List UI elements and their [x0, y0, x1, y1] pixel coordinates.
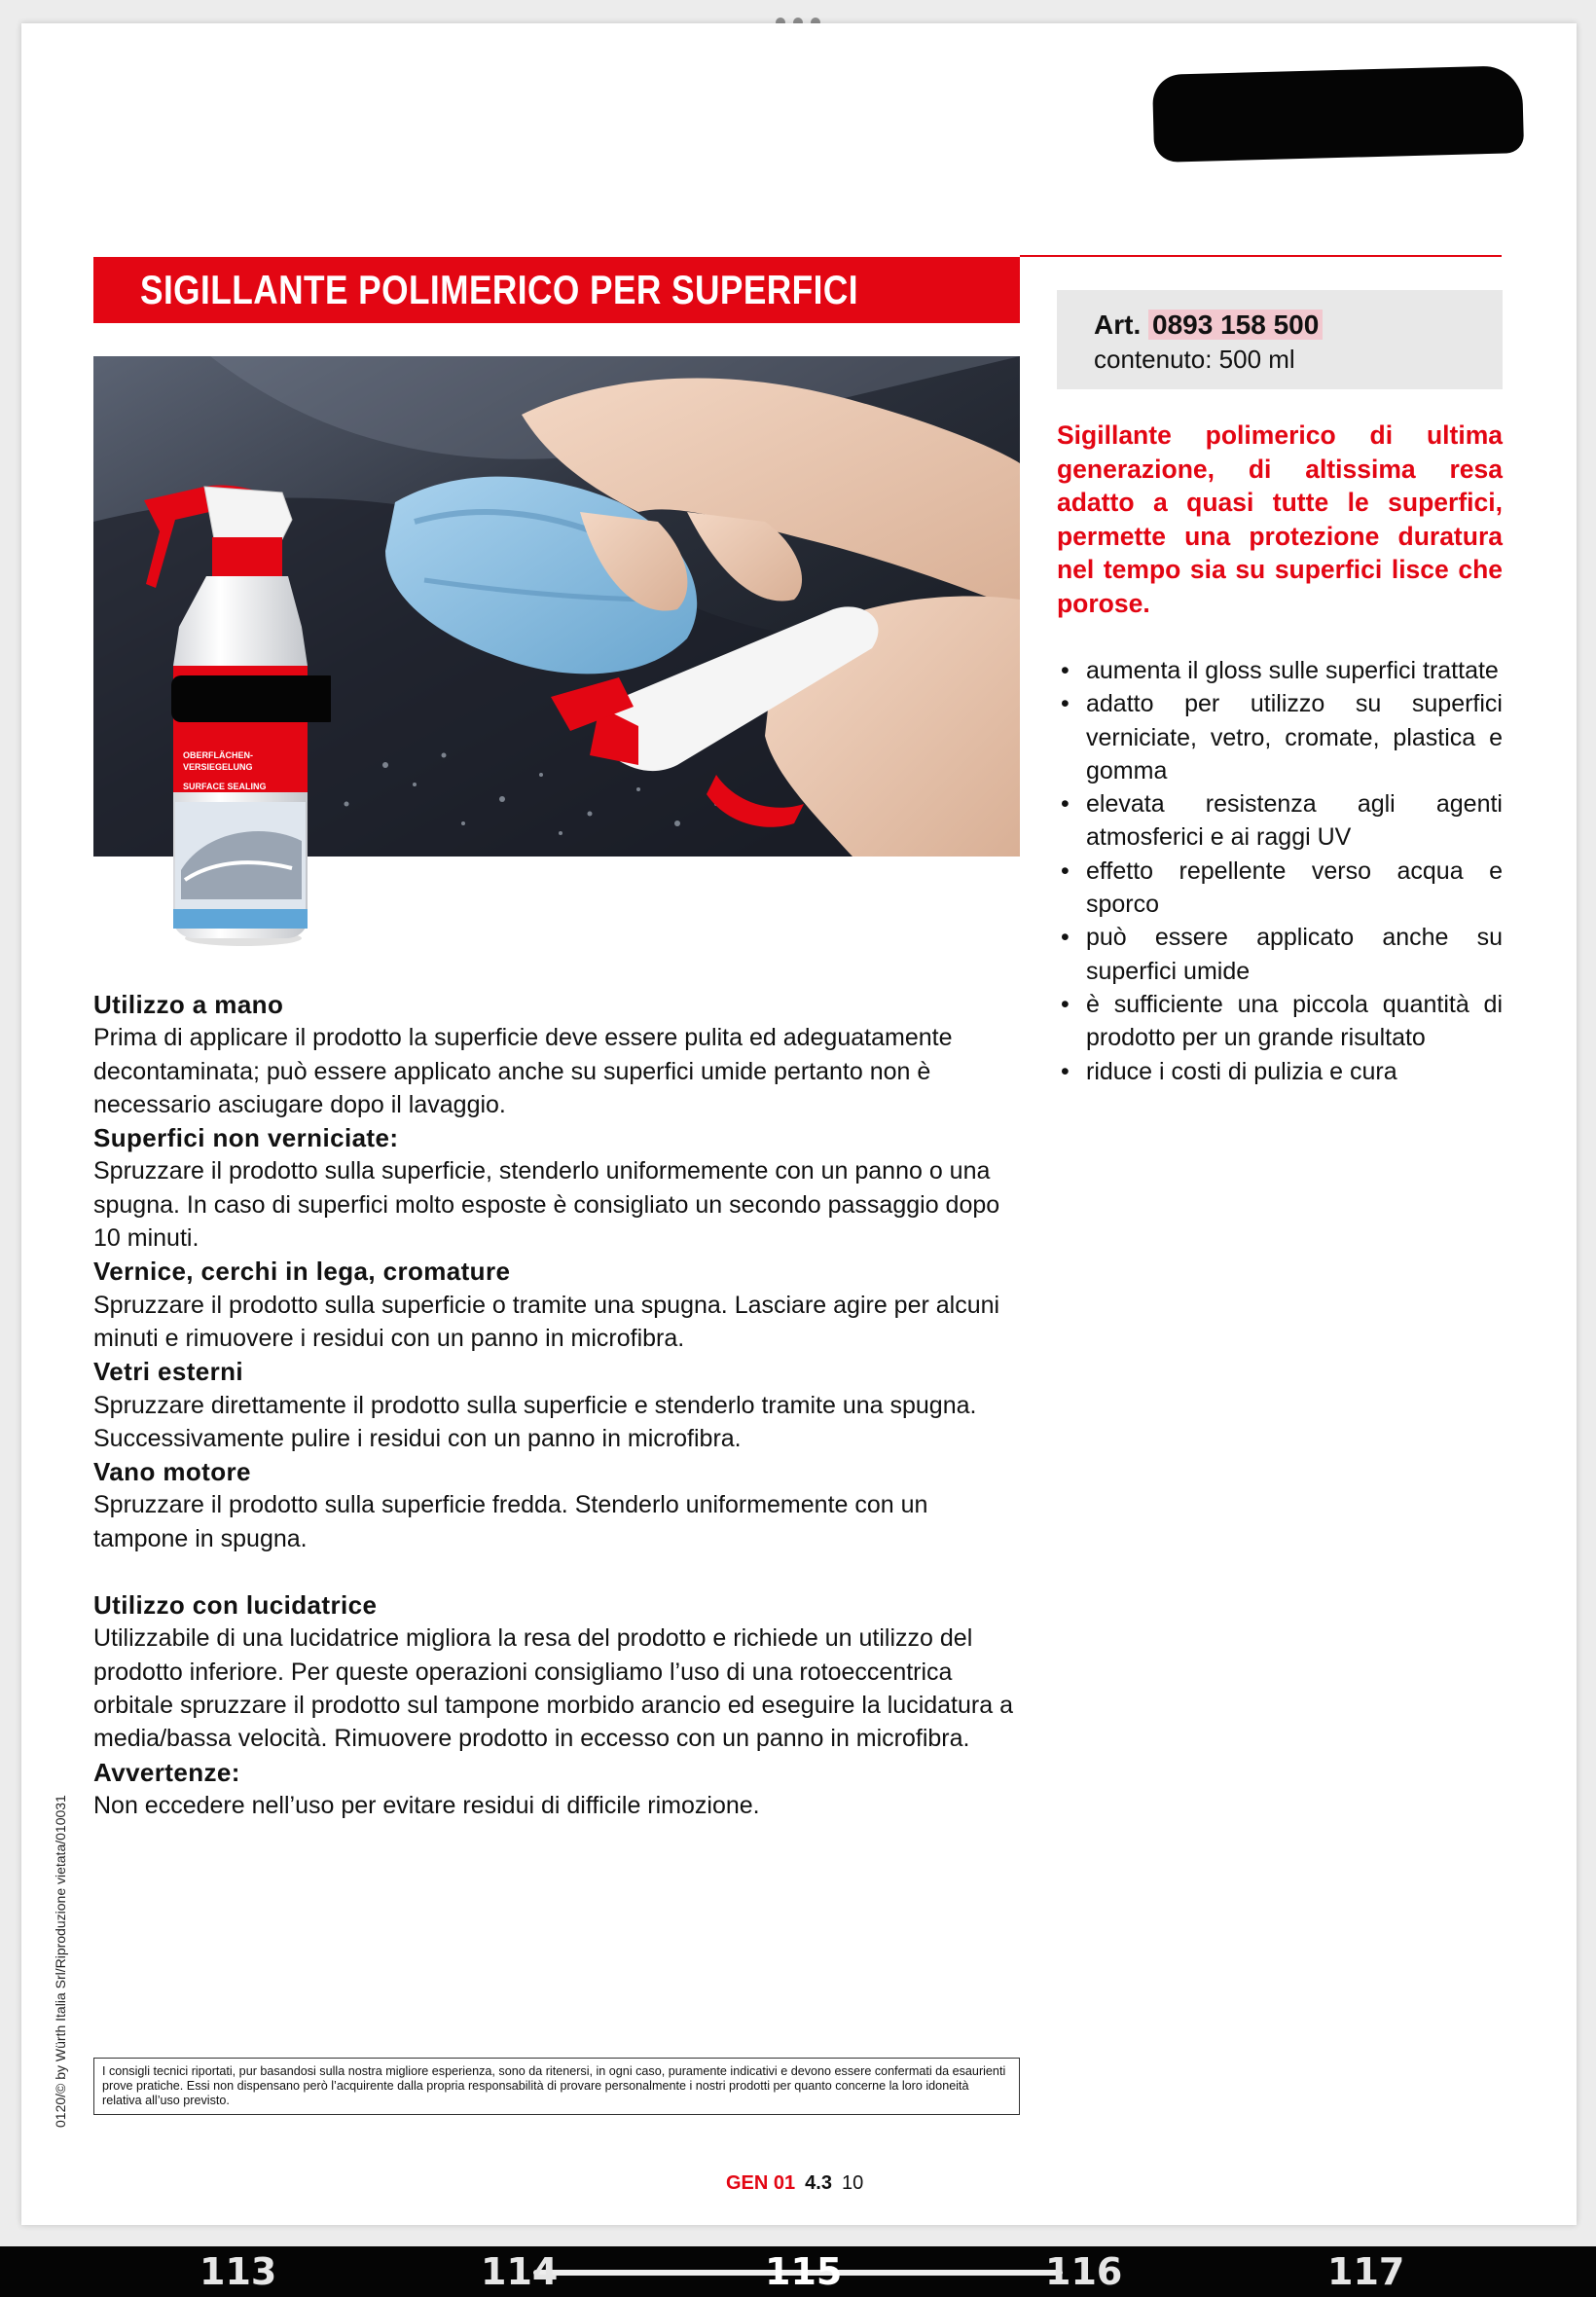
disclaimer-box: I consigli tecnici riportati, pur basandosi sulla nostra migliore esperienza, sono da ritenersi, in ogni caso, puramente indicativi e devono essere confermati da esaurienti prove pratiche. Essi non dispensano però l’acquirente dalla propria responsabilità di provare personalmente i nostri prodotti per quanto concerne la loro idoneità relativa all’uso previsto.	[93, 2058, 1020, 2115]
redacted-logo	[1152, 65, 1524, 163]
section-heading: Vernice, cerchi in lega, cromature	[93, 1257, 511, 1287]
page-thumb-116[interactable]: 116	[1045, 2250, 1123, 2293]
section-text: Spruzzare direttamente il prodotto sulla superficie e stenderlo tramite una spugna. Successivamente pulire i residui con un panno in microfibra.	[93, 1391, 977, 1452]
section-text: Spruzzare il prodotto sulla superficie, stenderlo uniformemente con un panno o una spugna. In caso di superfici molto esposte è consigliato un secondo passaggio dopo 10 minuti.	[93, 1157, 1000, 1253]
feature-item: • aumenta il gloss sulle superfici trattate	[1057, 654, 1503, 687]
article-line	[1094, 308, 1466, 343]
footer-section: GEN 01	[726, 2172, 796, 2194]
page-thumb-117[interactable]: 117	[1327, 2250, 1405, 2293]
product-title: SIGILLANTE POLIMERICO PER SUPERFICI	[140, 267, 858, 312]
section-heading: Avvertenze:	[93, 1757, 240, 1787]
section-text: Spruzzare il prodotto sulla superficie fredda. Stenderlo uniformemente con un tampone in spugna.	[93, 1491, 928, 1552]
side-copyright: 0120/© by Würth Italia Srl/Riproduzione vietata/010031	[53, 1795, 68, 2128]
section-heading: Superfici non verniciate:	[93, 1123, 399, 1153]
section-text: Spruzzare il prodotto sulla superficie o tramite una spugna. Lasciare agire per alcuni minuti e rimuovere i residui con un panno in microfibra.	[93, 1291, 1000, 1352]
article-label: Art.	[1094, 310, 1142, 340]
spacer	[93, 1555, 1020, 1588]
usage-instructions	[93, 988, 1020, 1822]
product-intro: Sigillante polimerico di ultima generazione, di altissima resa adatto a quasi tutte le superfici, permette una protezione duratura nel tempo sia su superfici lisce che porose.	[1057, 420, 1503, 618]
footer-chapter: 4.3	[805, 2172, 832, 2194]
page-navigator	[0, 2246, 1596, 2297]
section-text: Prima di applicare il prodotto la superficie deve essere pulita ed adeguatamente decontaminata; può essere applicato anche su superfici umide pertanto non è necessario asciugare dopo il lavaggio.	[93, 1024, 953, 1118]
feature-item: • riduce i costi di pulizia e cura	[1057, 1055, 1503, 1088]
feature-item: • adatto per utilizzo su superfici verniciate, vetro, cromate, plastica e gomma	[1057, 687, 1503, 787]
section-heading: Vano motore	[93, 1457, 251, 1487]
article-box	[1057, 290, 1503, 389]
spray-bottle-image	[136, 481, 331, 948]
bottle-label-line: OBERFLÄCHEN-	[183, 750, 253, 760]
section-heading: Utilizzo a mano	[93, 990, 284, 1019]
header-rule	[1020, 255, 1502, 257]
section-heading: Utilizzo con lucidatrice	[93, 1590, 378, 1621]
footer-page: 10	[841, 2172, 864, 2194]
feature-item: • elevata resistenza agli agenti atmosferici e ai raggi UV	[1057, 787, 1503, 855]
page-thumb-113[interactable]: 113	[200, 2250, 277, 2293]
bottle-label-line: SURFACE SEALING	[183, 782, 267, 791]
page-thumb-114[interactable]: 114	[481, 2250, 559, 2293]
content-volume: contenuto: 500 ml	[1094, 345, 1295, 374]
section-text: Utilizzabile di una lucidatrice migliora la resa del prodotto e richiede un utilizzo del prodotto inferiore. Per queste operazioni consigliamo l’uso di una rotoeccentrica orbitale spruzzare il prodotto sul tampone morbido arancio ed eseguire la lucidatura a media/bassa velocità. Rimuovere prodotto in eccesso con un panno in microfibra.	[93, 1624, 1013, 1753]
title-bar	[93, 257, 1020, 323]
feature-item: • è sufficiente una piccola quantità di prodotto per un grande risultato	[1057, 988, 1503, 1055]
section-heading: Vetri esterni	[93, 1357, 244, 1387]
page-thumb-115-current[interactable]: 115	[765, 2250, 843, 2293]
feature-item: • può essere applicato anche su superfici umide	[1057, 921, 1503, 988]
feature-list	[1057, 654, 1503, 1088]
article-number: 0893 158 500	[1148, 310, 1323, 340]
section-text: Non eccedere nell’uso per evitare residui di difficile rimozione.	[93, 1791, 760, 1819]
feature-item: • effetto repellente verso acqua e sporco	[1057, 855, 1503, 922]
page-footer	[726, 2172, 863, 2195]
bottle-label-line: VERSIEGELUNG	[183, 762, 253, 772]
